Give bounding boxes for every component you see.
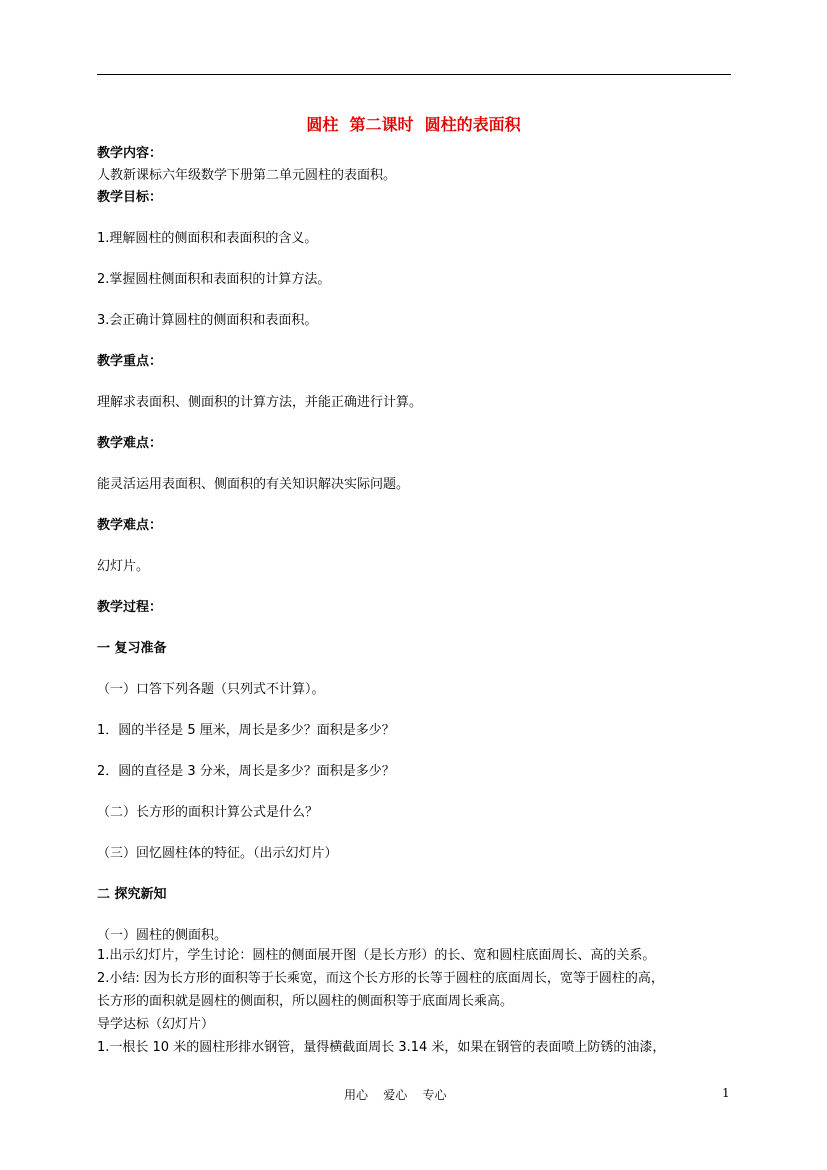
paragraph-line: 2.掌握圆柱侧面积和表面积的计算方法。	[97, 272, 331, 287]
paragraph-line: 幻灯片。	[97, 559, 150, 574]
paragraph-line: 人教新课标六年级数学下册第二单元圆柱的表面积。	[97, 168, 397, 183]
section-heading: 教学内容：	[97, 146, 163, 161]
paragraph-line: 导学达标（幻灯片）	[97, 1017, 215, 1032]
paragraph-line: 长方形的面积就是圆柱的侧面积，所以圆柱的侧面积等于底面周长乘高。	[97, 994, 514, 1009]
section-heading: 教学重点：	[97, 354, 163, 369]
paragraph-line: 能灵活运用表面积、侧面积的有关知识解决实际问题。	[97, 477, 410, 492]
paragraph-line: 3.会正确计算圆柱的侧面积和表面积。	[97, 313, 318, 328]
header-rule	[97, 74, 731, 75]
section-heading: 二 探究新知	[97, 887, 167, 902]
paragraph-line: （一）口答下列各题（只列式不计算）。	[97, 682, 325, 697]
paragraph-line: （二）长方形的面积计算公式是什么？	[97, 805, 319, 820]
paragraph-line: （一）圆柱的侧面积。	[97, 928, 228, 943]
paragraph-line: 1.一根长 10 米的圆柱形排水钢管，量得横截面周长 3.14 米，如果在钢管的表面喷上防锈的油漆，	[97, 1040, 666, 1055]
paragraph-line: （三）回忆圆柱体的特征。（出示幻灯片）	[97, 846, 338, 861]
section-heading: 教学难点：	[97, 518, 163, 533]
paragraph-line: 理解求表面积、侧面积的计算方法，并能正确进行计算。	[97, 395, 423, 410]
section-heading: 教学目标：	[97, 190, 163, 205]
paragraph-line: 1.理解圆柱的侧面积和表面积的含义。	[97, 231, 318, 246]
paragraph-line: 1.出示幻灯片，学生讨论：圆柱的侧面展开图（是长方形）的长、宽和圆柱底面周长、高的关系。	[97, 948, 656, 963]
section-heading: 一 复习准备	[97, 641, 167, 656]
document-title: 圆柱 第二课时 圆柱的表面积	[306, 115, 521, 134]
section-heading: 教学难点：	[97, 436, 163, 451]
paragraph-line: 2.小结: 因为长方形的面积等于长乘宽，而这个长方形的长等于圆柱的底面周长，宽等于圆柱的高，	[97, 971, 664, 986]
paragraph-line: 2．圆的直径是 3 分米，周长是多少？面积是多少？	[97, 764, 395, 779]
page-footer: 用心 爱心 专心	[344, 1088, 447, 1102]
paragraph-line: 1．圆的半径是 5 厘米，周长是多少？面积是多少？	[97, 723, 395, 738]
page-number: 1	[722, 1086, 730, 1100]
section-heading: 教学过程：	[97, 600, 163, 615]
